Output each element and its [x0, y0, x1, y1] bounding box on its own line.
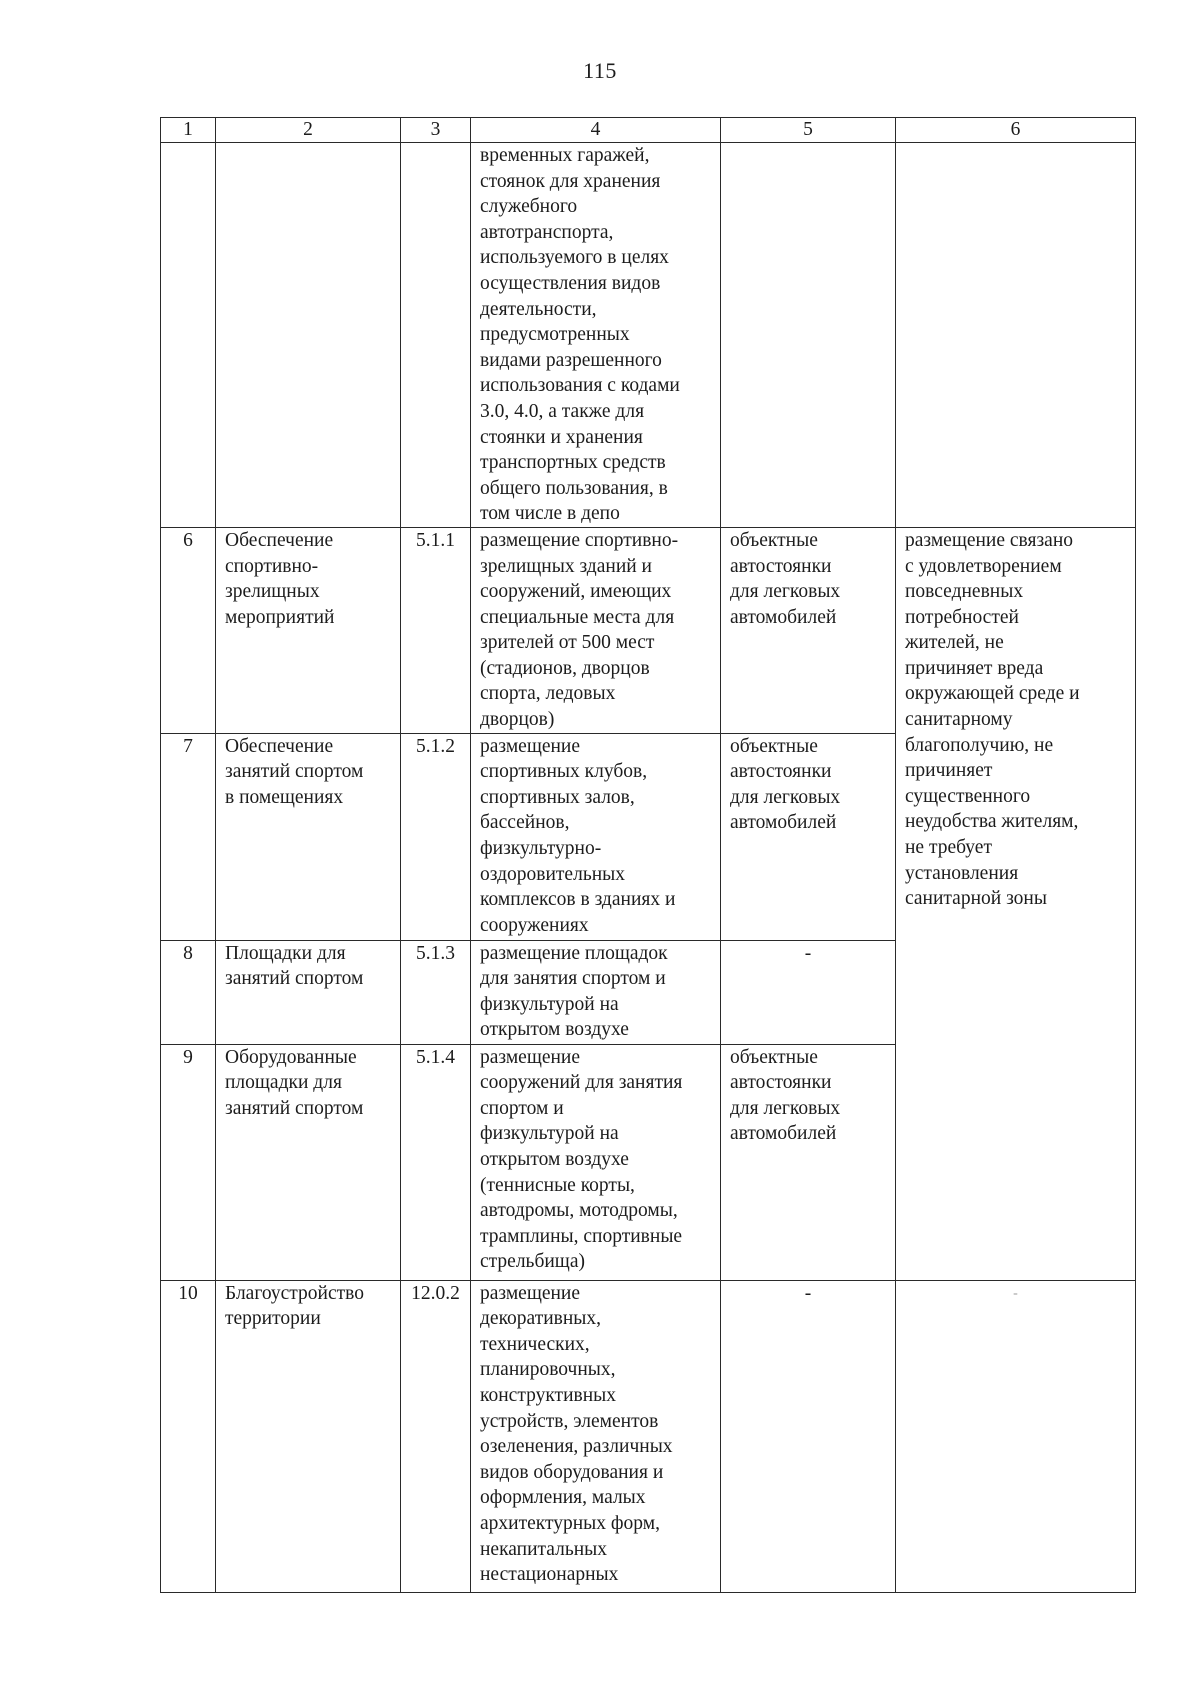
empty-cell — [896, 143, 1136, 528]
conditions-cell: - — [896, 1280, 1136, 1592]
table-row — [161, 1280, 1136, 1592]
description-text: размещение спортивно- зрелищных зданий и сооружений, имеющих специальные места для зрителей от 500 мест (стадионов, дворцов спорта, ледовых дворцов) — [480, 529, 679, 731]
empty-cell — [401, 143, 471, 528]
row-number: 10 — [161, 1280, 216, 1592]
description-text: размещение спортивных клубов, спортивных залов, бассейнов, физкультурно- оздоровительных комплексов в зданиях и сооружениях — [480, 735, 676, 936]
conditions-text: размещение связано с удовлетворением повседневных потребностей жителей, не причиняет вреда окружающей среде и санитарному благополучию, не причиняет существенного неудобства жителям, не требует установления санитарной зоны — [905, 529, 1080, 910]
empty-cell — [721, 143, 896, 528]
description-cell — [471, 733, 721, 940]
description-cell — [471, 143, 721, 528]
empty-cell — [161, 143, 216, 528]
row-number: 8 — [161, 940, 216, 1044]
name-cell — [216, 527, 401, 733]
code-cell: 5.1.2 — [401, 733, 471, 940]
column-header: 2 — [216, 118, 401, 143]
column-header: 4 — [471, 118, 721, 143]
column-header: 1 — [161, 118, 216, 143]
regulations-table — [160, 117, 1136, 1593]
name-cell — [216, 1280, 401, 1592]
name-text: Обеспечение спортивно- зрелищных мероприятий — [225, 529, 335, 628]
parking-cell — [721, 733, 896, 940]
name-text: Обеспечение занятий спортом в помещениях — [225, 735, 364, 808]
description-cell — [471, 1280, 721, 1592]
description-text: размещение площадок для занятия спортом и физкультурой на открытом воздухе — [480, 942, 668, 1041]
row-number: 6 — [161, 527, 216, 733]
description-text: размещение декоративных, технических, планировочных, конструктивных устройств, элементов озеленения, различных видов оборудования и оформления, малых архитектурных форм, некапитальных нестационарных — [480, 1282, 673, 1586]
name-text: Оборудованные площадки для занятий спортом — [225, 1046, 364, 1119]
column-header: 5 — [721, 118, 896, 143]
page-number: 115 — [583, 58, 617, 83]
description-cell — [471, 1044, 721, 1280]
row-number: 9 — [161, 1044, 216, 1280]
row-number: 7 — [161, 733, 216, 940]
name-cell — [216, 940, 401, 1044]
table-header-row — [161, 118, 1136, 143]
conditions-merged-cell — [896, 527, 1136, 1280]
name-cell — [216, 733, 401, 940]
table-row-continuation — [161, 143, 1136, 528]
name-text: Благоустройство территории — [225, 1282, 364, 1330]
parking-text: объектные автостоянки для легковых автомобилей — [730, 735, 841, 834]
parking-text: объектные автостоянки для легковых автомобилей — [730, 529, 841, 628]
description-text: временных гаражей, стоянок для хранения служебного автотранспорта, используемого в целях осуществления видов деятельности, предусмотренных видами разрешенного использования с кодами 3.0, 4.0, а также для стоянки и хранения транспортных средств общего пользования, в том числе в депо — [480, 145, 680, 525]
table-row — [161, 527, 1136, 733]
empty-cell — [216, 143, 401, 528]
description-cell — [471, 940, 721, 1044]
column-header: 3 — [401, 118, 471, 143]
parking-cell: - — [721, 1280, 896, 1592]
description-text: размещение сооружений для занятия спортом и физкультурой на открытом воздухе (теннисные корты, автодромы, мотодромы, трамплины, спортивные стрельбища) — [480, 1046, 683, 1273]
parking-cell — [721, 527, 896, 733]
code-cell: 5.1.3 — [401, 940, 471, 1044]
code-cell: 5.1.4 — [401, 1044, 471, 1280]
name-text: Площадки для занятий спортом — [225, 942, 364, 990]
parking-cell: - — [721, 940, 896, 1044]
code-cell: 5.1.1 — [401, 527, 471, 733]
parking-cell — [721, 1044, 896, 1280]
parking-text: объектные автостоянки для легковых автомобилей — [730, 1046, 841, 1145]
code-cell: 12.0.2 — [401, 1280, 471, 1592]
column-header: 6 — [896, 118, 1136, 143]
name-cell — [216, 1044, 401, 1280]
description-cell — [471, 527, 721, 733]
